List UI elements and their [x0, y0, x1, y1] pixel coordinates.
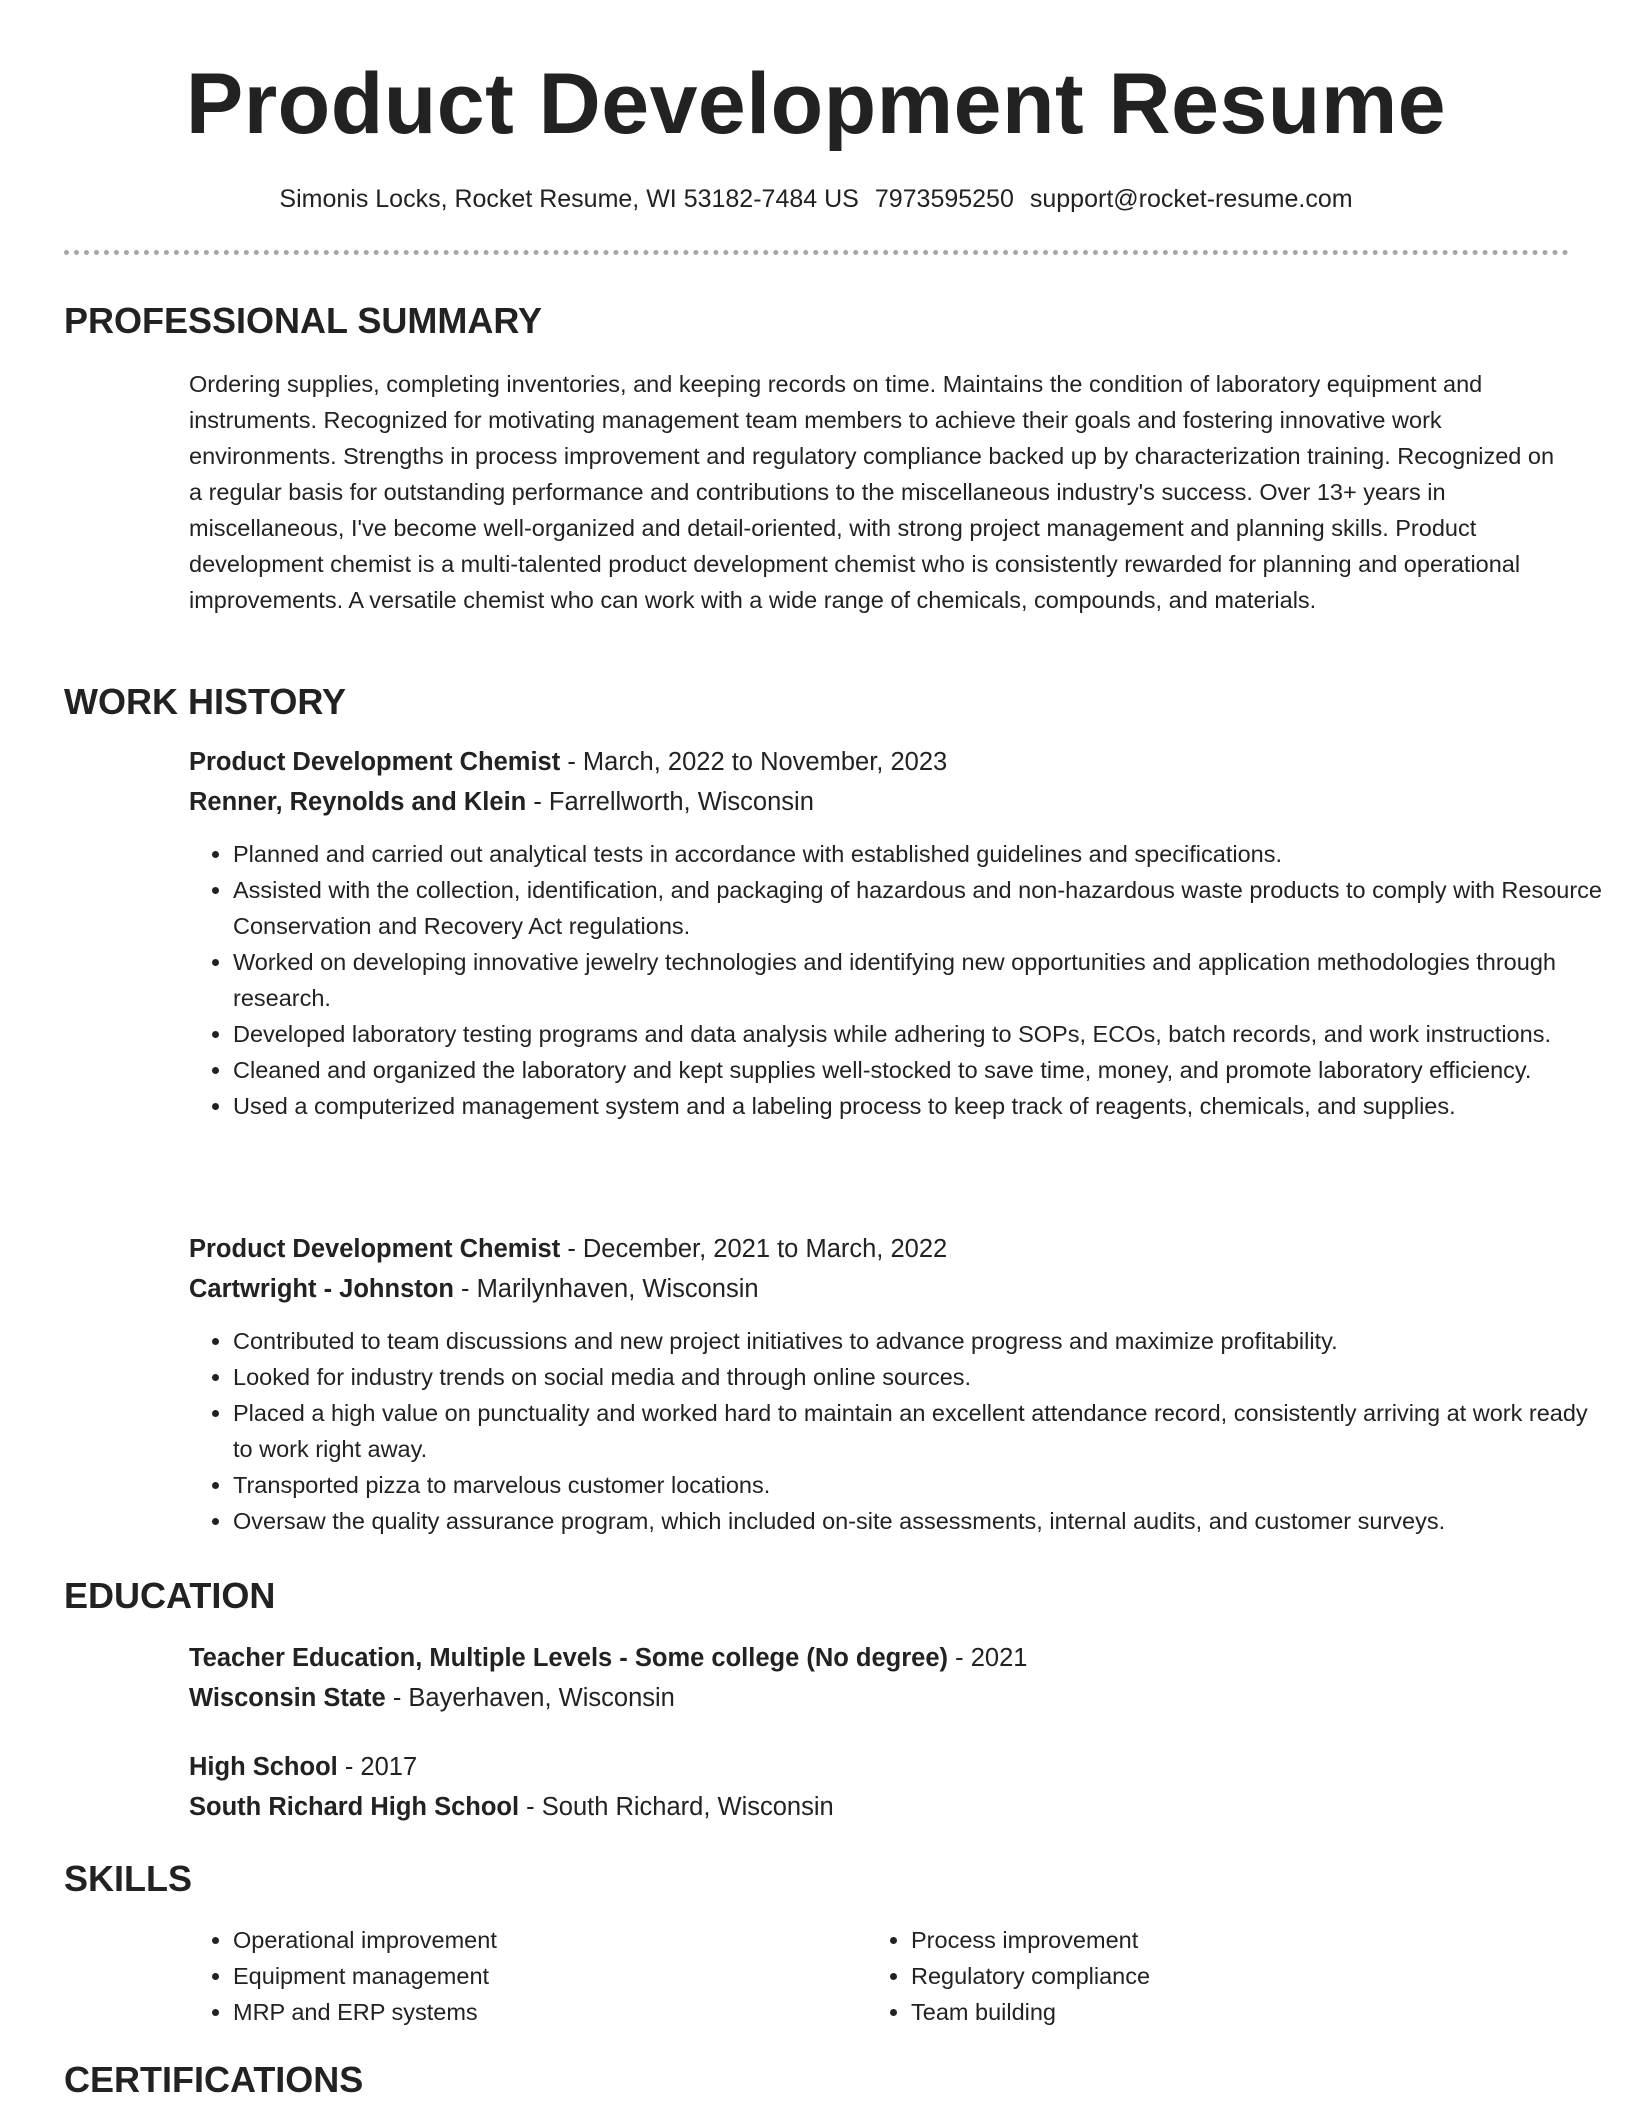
job-title: Product Development Chemist [189, 1235, 561, 1263]
contact-line [0, 182, 1632, 216]
skill-item: • Equipment management [233, 1958, 833, 1994]
header-divider [64, 250, 1569, 255]
section-title-skills: SKILLS [64, 1858, 193, 1899]
resume-title: Product Development Resume [185, 56, 1447, 152]
contact-address: Simonis Locks, Rocket Resume, WI 53182-7484 US [279, 185, 859, 213]
list-item: • Worked on developing innovative jewelry technologies and identifying new opportunities and application methodologies through research. [233, 944, 1613, 1016]
skill-item: • Team building [911, 1994, 1511, 2030]
list-item: • Placed a high value on punctuality and worked hard to maintain an excellent attendance record, consistently arriving at work ready to work right away. [233, 1395, 1613, 1467]
skill-item: • MRP and ERP systems [233, 1994, 833, 2030]
list-item: • Transported pizza to marvelous customer locations. [233, 1467, 1613, 1503]
education-degree-line [189, 1749, 1569, 1785]
education-year: - 2021 [948, 1644, 1028, 1672]
list-item: • Looked for industry trends on social media and through online sources. [233, 1359, 1613, 1395]
education-school: Wisconsin State [189, 1684, 386, 1712]
skills-list-right [867, 1922, 1511, 2030]
skill-item: • Regulatory compliance [911, 1958, 1511, 1994]
summary-text: Ordering supplies, completing inventories, and keeping records on time. Maintains the condition of laboratory equipment and instruments. Recognized for motivating management team members to achieve their goals and fostering innovative work environments. Strengths in process improvement and regulatory compliance backed up by characterization training. Recognized on a regular basis for outstanding performance and contributions to the miscellaneous industry's success. Over 13+ years in miscellaneous, I've become well-organized and detail-oriented, with strong project management and planning skills. Product development chemist is a multi-talented product development chemist who is consistently rewarded for planning and operational improvements. A versatile chemist who can work with a wide range of chemicals, compounds, and materials. [189, 371, 1555, 613]
contact-email[interactable]: support@rocket-resume.com [1029, 185, 1353, 213]
education-school-line [189, 1789, 1569, 1825]
section-title-work-history: WORK HISTORY [64, 681, 347, 722]
job-company-line [189, 784, 1569, 820]
education-location: - South Richard, Wisconsin [519, 1793, 834, 1821]
job-title: Product Development Chemist [189, 748, 561, 776]
job-dates: - March, 2022 to November, 2023 [560, 748, 948, 776]
list-item: • Planned and carried out analytical tests in accordance with established guidelines and specifications. [233, 836, 1613, 872]
education-degree-line [189, 1640, 1569, 1676]
list-item: • Oversaw the quality assurance program, which included on-site assessments, internal audits, and customer surveys. [233, 1503, 1613, 1539]
job-title-line [189, 744, 1569, 780]
job-location: - Farrellworth, Wisconsin [526, 788, 814, 816]
job-bullets [189, 836, 1613, 1124]
skill-item: • Operational improvement [233, 1922, 833, 1958]
contact-phone: 7973595250 [874, 185, 1014, 213]
skills-list-left [189, 1922, 833, 2030]
section-title-summary: PROFESSIONAL SUMMARY [64, 300, 543, 341]
list-item: • Used a computerized management system and a labeling process to keep track of reagents, chemicals, and supplies. [233, 1088, 1613, 1124]
job-location: - Marilynhaven, Wisconsin [453, 1275, 759, 1303]
job-company: Renner, Reynolds and Klein [189, 788, 527, 816]
education-degree: High School [189, 1753, 338, 1781]
job-company-line [189, 1271, 1569, 1307]
section-title-certifications: CERTIFICATIONS [64, 2059, 364, 2100]
list-item: • Assisted with the collection, identification, and packaging of hazardous and non-hazardous waste products to comply with Resource Conservation and Recovery Act regulations. [233, 872, 1613, 944]
section-title-education: EDUCATION [64, 1575, 276, 1616]
list-item: • Cleaned and organized the laboratory and kept supplies well-stocked to save time, money, and promote laboratory efficiency. [233, 1052, 1613, 1088]
list-item: • Contributed to team discussions and new project initiatives to advance progress and maximize profitability. [233, 1323, 1613, 1359]
job-title-line [189, 1231, 1569, 1267]
skill-item: • Process improvement [911, 1922, 1511, 1958]
job-company: Cartwright - Johnston [189, 1275, 454, 1303]
education-school-line [189, 1680, 1569, 1716]
education-location: - Bayerhaven, Wisconsin [385, 1684, 675, 1712]
education-school: South Richard High School [189, 1793, 520, 1821]
education-degree: Teacher Education, Multiple Levels - Some college (No degree) [189, 1644, 949, 1672]
job-dates: - December, 2021 to March, 2022 [560, 1235, 948, 1263]
list-item: • Developed laboratory testing programs and data analysis while adhering to SOPs, ECOs, batch records, and work instructions. [233, 1016, 1613, 1052]
job-bullets [189, 1323, 1613, 1539]
education-year: - 2017 [337, 1753, 418, 1781]
